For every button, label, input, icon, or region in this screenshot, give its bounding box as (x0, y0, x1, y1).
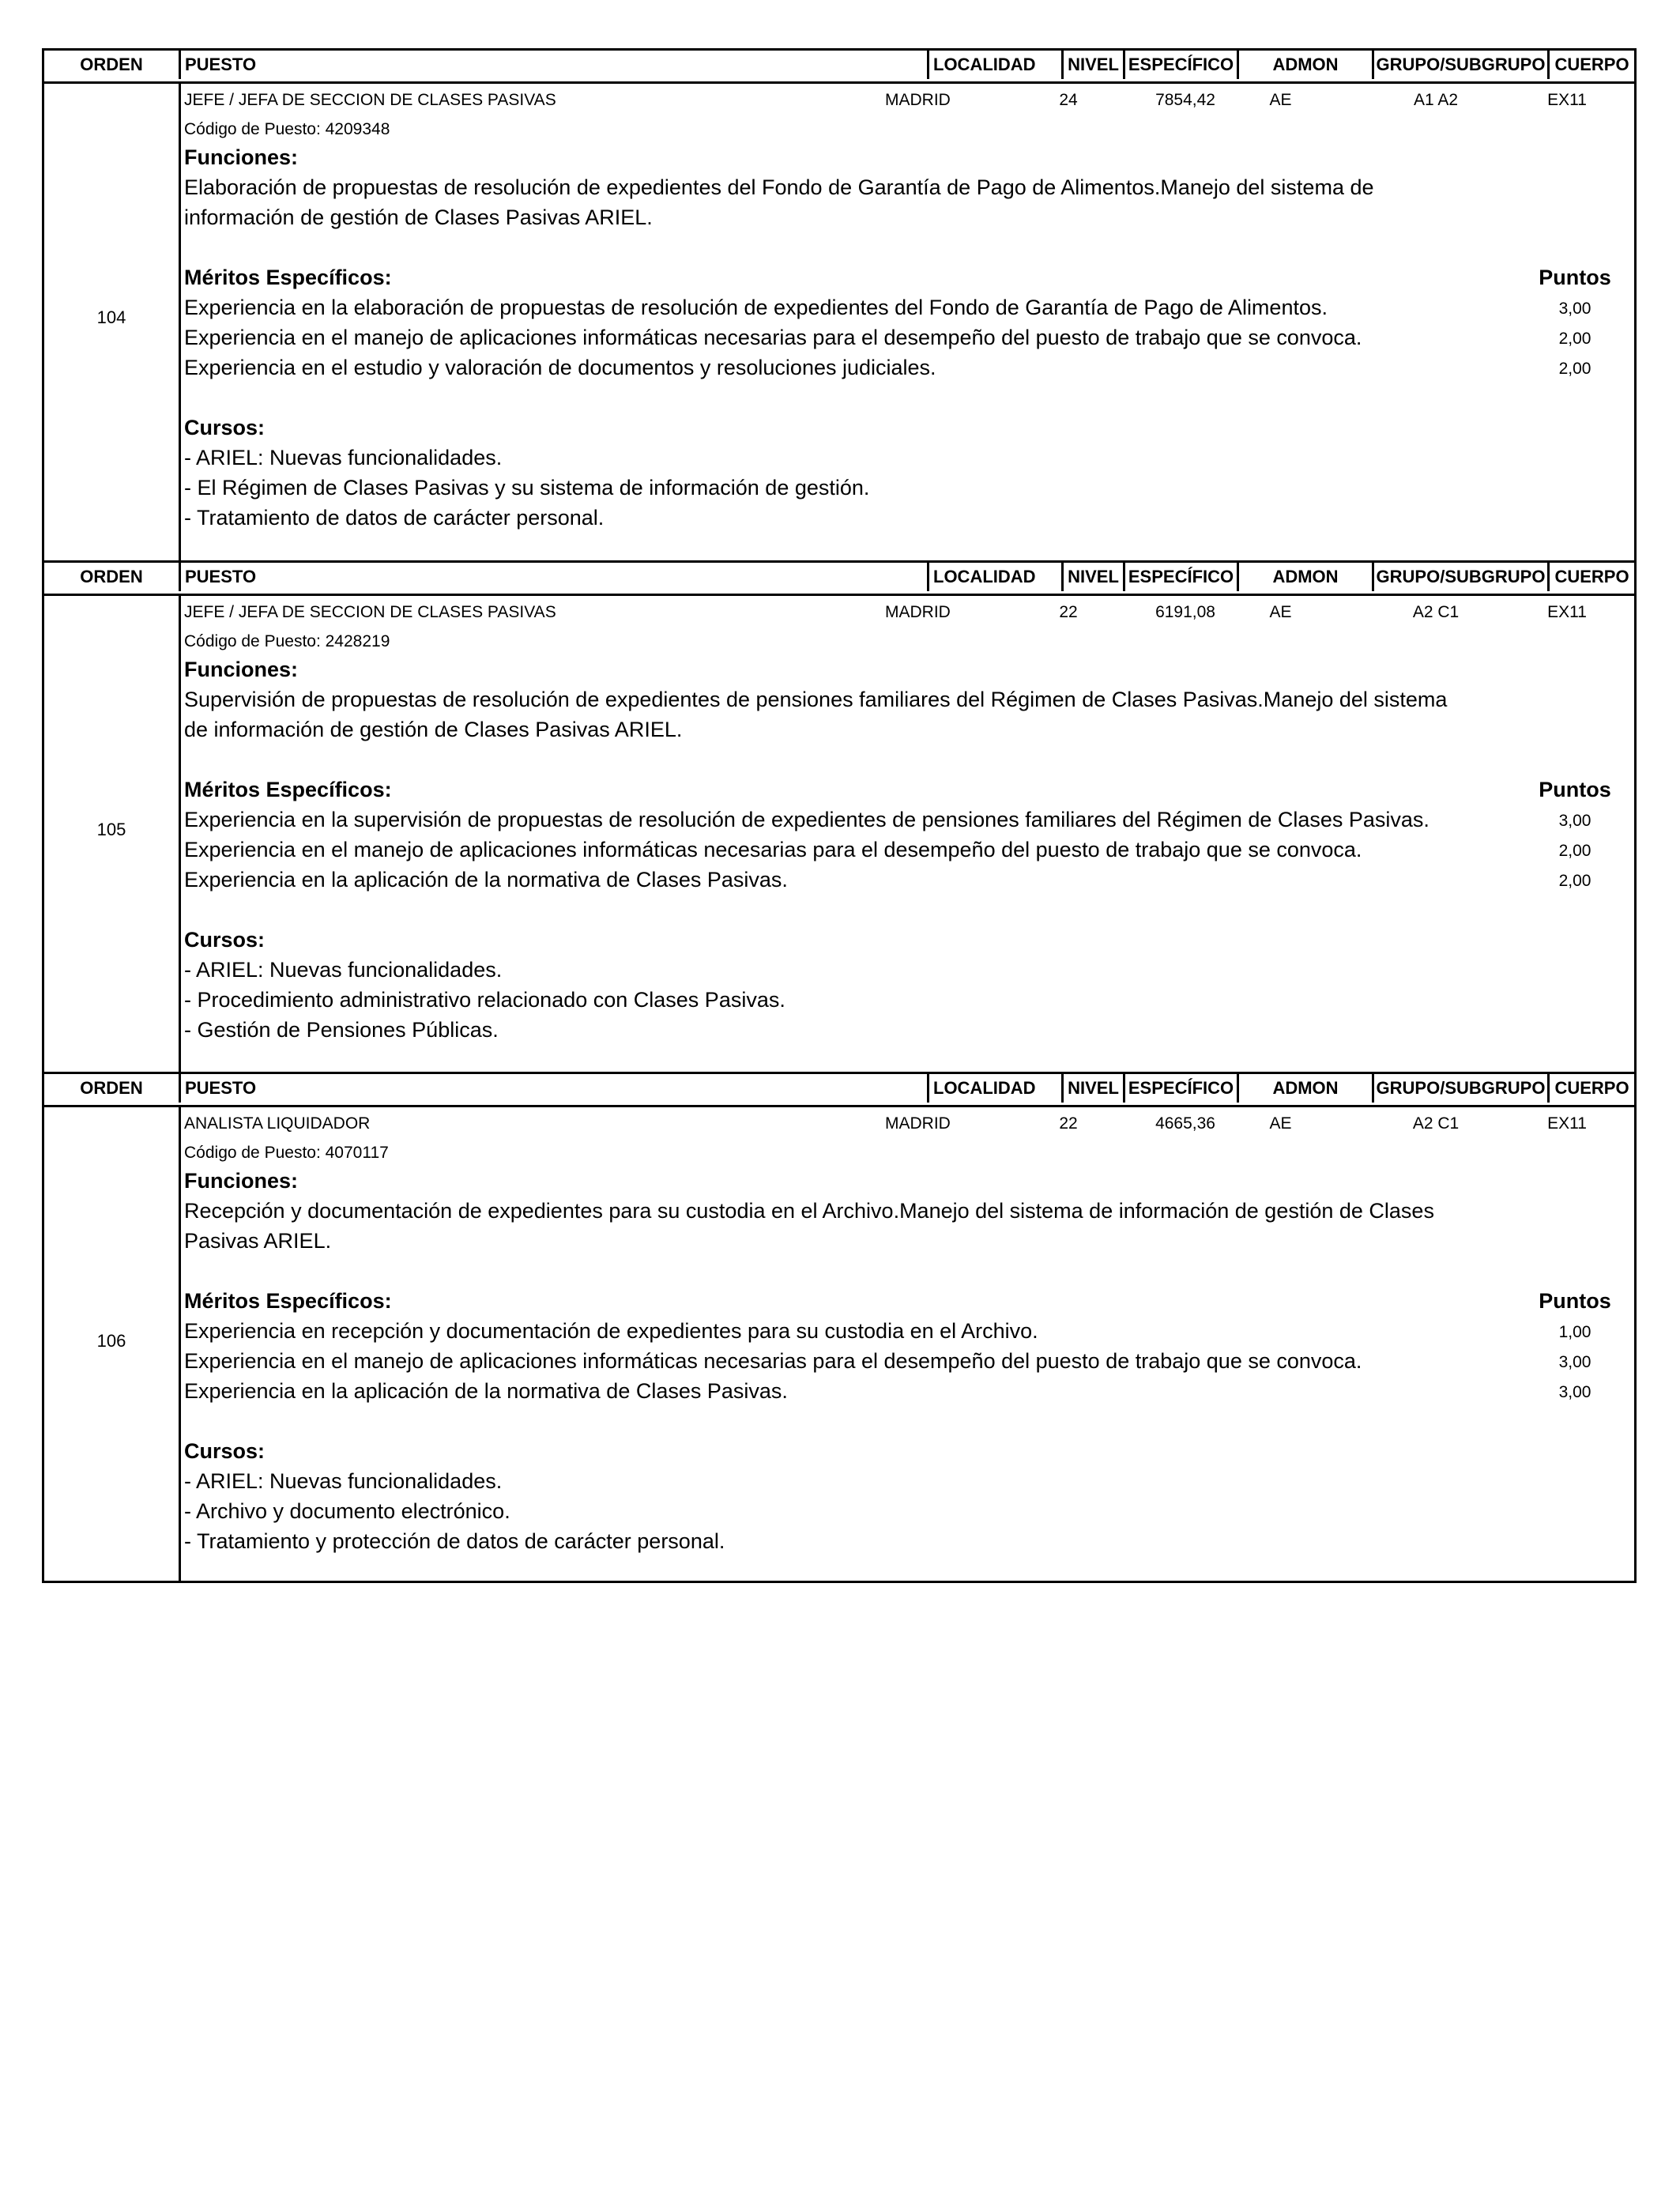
grupo-value: A2 C1 (1412, 1114, 1460, 1133)
admon-value: AE (1269, 603, 1292, 621)
meritos-heading: Méritos Específicos: (184, 266, 392, 289)
curso-item: - ARIEL: Nuevas funcionalidades. (184, 958, 503, 982)
col-cuerpo: CUERPO (1547, 563, 1634, 591)
orden-cell (44, 84, 181, 563)
col-especifico: ESPECÍFICO (1123, 1074, 1237, 1103)
col-puesto: PUESTO (179, 1074, 927, 1103)
col-admon: ADMON (1237, 51, 1372, 79)
funciones-line: información de gestión de Clases Pasivas ARIEL. (184, 205, 653, 229)
curso-item: - Gestión de Pensiones Públicas. (184, 1018, 499, 1042)
cursos-heading: Cursos: (184, 1439, 266, 1463)
col-nivel: NIVEL (1061, 51, 1123, 79)
merito-puntos: 2,00 (1558, 330, 1591, 348)
puntos-heading: Puntos (1539, 1289, 1611, 1313)
especifico-value: 6191,08 (1155, 603, 1215, 621)
curso-item: - El Régimen de Clases Pasivas y su sistema de información de gestión. (184, 476, 870, 499)
puntos-heading: Puntos (1539, 266, 1611, 289)
col-nivel: NIVEL (1061, 1074, 1123, 1103)
merito-text: Experiencia en el manejo de aplicaciones informáticas necesarias para el desempeño del puesto de trabajo que se convoca. (184, 1349, 1362, 1373)
col-orden: ORDEN (80, 55, 143, 74)
puntos-heading: Puntos (1539, 778, 1611, 801)
col-cuerpo: CUERPO (1547, 1074, 1634, 1103)
cuerpo-value: EX11 (1547, 1114, 1587, 1133)
col-cuerpo: CUERPO (1547, 51, 1634, 79)
col-orden: ORDEN (80, 1078, 143, 1098)
col-especifico: ESPECÍFICO (1123, 563, 1237, 591)
codigo-puesto: Código de Puesto: 4209348 (184, 120, 390, 138)
merito-puntos: 3,00 (1558, 1383, 1591, 1401)
col-localidad: LOCALIDAD (927, 1074, 1061, 1103)
col-localidad: LOCALIDAD (927, 563, 1061, 591)
job-entry (42, 48, 1637, 563)
curso-item: - Procedimiento administrativo relacionado con Clases Pasivas. (184, 988, 785, 1012)
col-puesto: PUESTO (179, 563, 927, 591)
localidad-value: MADRID (885, 91, 951, 109)
merito-text: Experiencia en la aplicación de la normativa de Clases Pasivas. (184, 868, 788, 892)
col-localidad: LOCALIDAD (927, 51, 1061, 79)
merito-text: Experiencia en la aplicación de la normativa de Clases Pasivas. (184, 1379, 788, 1403)
table-header (44, 563, 1634, 596)
funciones-line: de información de gestión de Clases Pasivas ARIEL. (184, 718, 683, 741)
col-grupo: GRUPO/SUBGRUPO (1372, 563, 1547, 591)
admon-value: AE (1269, 1114, 1292, 1133)
merito-puntos: 2,00 (1558, 360, 1591, 378)
localidad-value: MADRID (885, 603, 951, 621)
col-grupo: GRUPO/SUBGRUPO (1372, 51, 1547, 79)
merito-puntos: 2,00 (1558, 842, 1591, 860)
merito-puntos: 2,00 (1558, 872, 1591, 890)
merito-puntos: 3,00 (1558, 300, 1591, 318)
col-grupo: GRUPO/SUBGRUPO (1372, 1074, 1547, 1103)
funciones-line: Pasivas ARIEL. (184, 1229, 332, 1253)
funciones-heading: Funciones: (184, 145, 299, 169)
merito-text: Experiencia en recepción y documentación de expedientes para su custodia en el Archivo. (184, 1319, 1038, 1343)
localidad-value: MADRID (885, 1114, 951, 1133)
especifico-value: 7854,42 (1155, 91, 1215, 109)
puesto-name: JEFE / JEFA DE SECCION DE CLASES PASIVAS (184, 91, 556, 109)
col-admon: ADMON (1237, 1074, 1372, 1103)
entry-body (44, 1107, 1634, 1583)
nivel-value: 24 (1059, 91, 1078, 109)
curso-item: - ARIEL: Nuevas funcionalidades. (184, 1469, 503, 1493)
nivel-value: 22 (1059, 1114, 1078, 1133)
orden-number: 106 (96, 1331, 126, 1351)
col-puesto: PUESTO (179, 51, 927, 79)
table-header (44, 1074, 1634, 1107)
entry-body (44, 596, 1634, 1074)
curso-item: - Tratamiento y protección de datos de carácter personal. (184, 1529, 725, 1553)
orden-number: 104 (96, 307, 126, 327)
col-admon: ADMON (1237, 563, 1372, 591)
funciones-line: Elaboración de propuestas de resolución de expedientes del Fondo de Garantía de Pago de Alimentos.Manejo del sistema de (184, 175, 1374, 199)
meritos-heading: Méritos Específicos: (184, 1289, 392, 1313)
funciones-line: Recepción y documentación de expedientes para su custodia en el Archivo.Manejo del sistema de información de gestión de Clases (184, 1199, 1434, 1223)
merito-puntos: 1,00 (1558, 1323, 1591, 1341)
merito-text: Experiencia en el manejo de aplicaciones informáticas necesarias para el desempeño del puesto de trabajo que se convoca. (184, 838, 1362, 861)
grupo-value: A1 A2 (1413, 91, 1459, 109)
curso-item: - Tratamiento de datos de carácter personal. (184, 506, 605, 530)
job-entry (42, 1072, 1637, 1583)
curso-item: - ARIEL: Nuevas funcionalidades. (184, 446, 503, 469)
codigo-puesto: Código de Puesto: 4070117 (184, 1144, 389, 1162)
funciones-heading: Funciones: (184, 1169, 299, 1193)
orden-cell (44, 1107, 181, 1583)
col-orden: ORDEN (80, 567, 143, 586)
merito-text: Experiencia en la elaboración de propuestas de resolución de expedientes del Fondo de Garantía de Pago de Alimentos. (184, 296, 1328, 319)
curso-item: - Archivo y documento electrónico. (184, 1499, 510, 1523)
merito-puntos: 3,00 (1558, 1353, 1591, 1371)
cuerpo-value: EX11 (1547, 91, 1587, 109)
col-nivel: NIVEL (1061, 563, 1123, 591)
merito-text: Experiencia en la supervisión de propuestas de resolución de expedientes de pensiones familiares del Régimen de Clases Pasivas. (184, 808, 1430, 831)
table-header (44, 51, 1634, 84)
cursos-heading: Cursos: (184, 416, 266, 439)
codigo-puesto: Código de Puesto: 2428219 (184, 632, 390, 650)
meritos-heading: Méritos Específicos: (184, 778, 392, 801)
funciones-heading: Funciones: (184, 658, 299, 681)
entry-body (44, 84, 1634, 563)
cuerpo-value: EX11 (1547, 603, 1587, 621)
orden-number: 105 (96, 820, 126, 839)
puesto-name: JEFE / JEFA DE SECCION DE CLASES PASIVAS (184, 603, 556, 621)
admon-value: AE (1269, 91, 1292, 109)
merito-puntos: 3,00 (1558, 812, 1591, 830)
cursos-heading: Cursos: (184, 928, 266, 952)
funciones-line: Supervisión de propuestas de resolución de expedientes de pensiones familiares del Régimen de Clases Pasivas.Manejo del sistema (184, 688, 1448, 711)
col-especifico: ESPECÍFICO (1123, 51, 1237, 79)
orden-cell (44, 596, 181, 1074)
merito-text: Experiencia en el estudio y valoración de documentos y resoluciones judiciales. (184, 356, 936, 379)
puesto-name: ANALISTA LIQUIDADOR (184, 1114, 371, 1133)
especifico-value: 4665,36 (1155, 1114, 1215, 1133)
nivel-value: 22 (1059, 603, 1078, 621)
merito-text: Experiencia en el manejo de aplicaciones informáticas necesarias para el desempeño del puesto de trabajo que se convoca. (184, 326, 1362, 349)
job-entry (42, 560, 1637, 1074)
grupo-value: A2 C1 (1412, 603, 1460, 621)
